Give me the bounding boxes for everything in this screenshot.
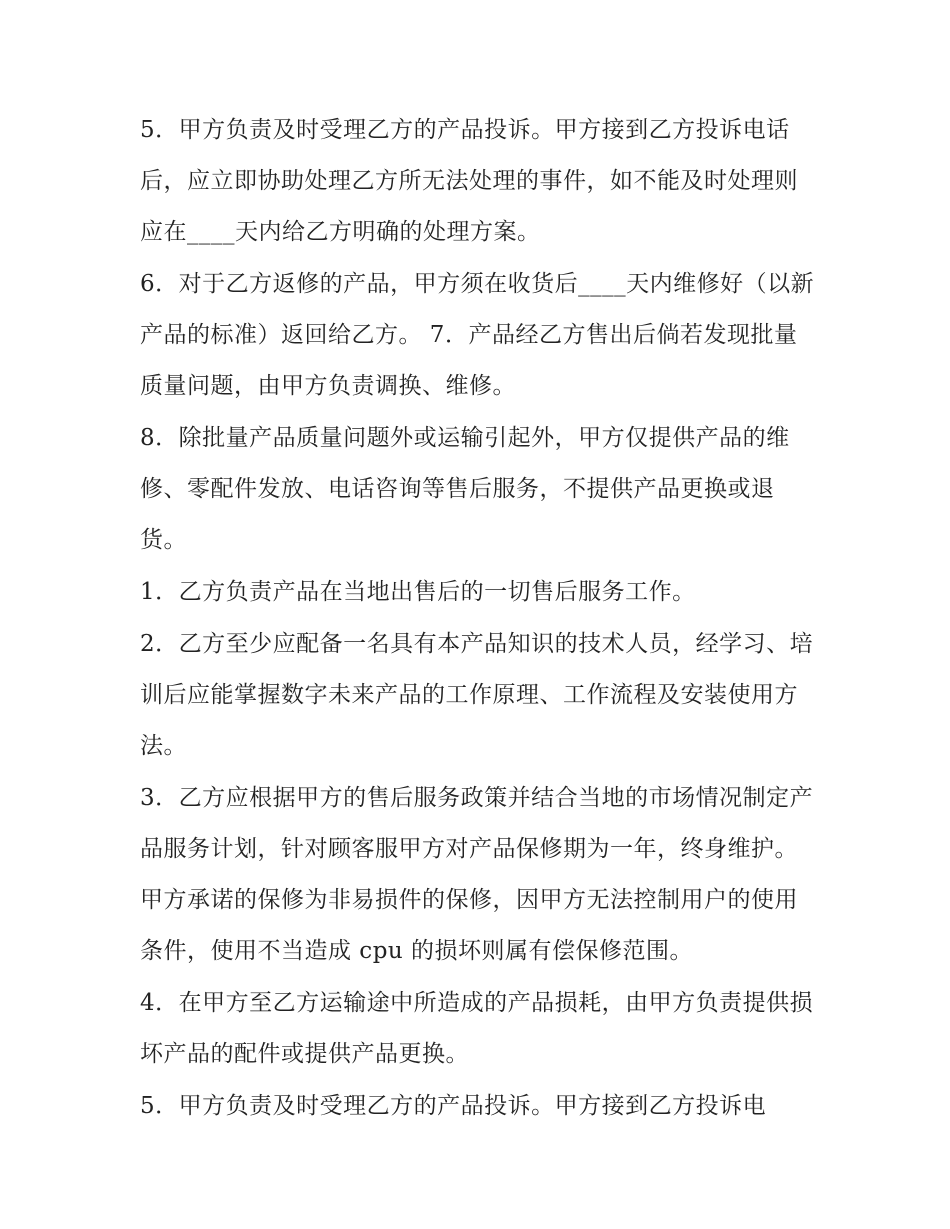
paragraph-clause-1: 1．乙方负责产品在当地出售后的一切售后服务工作。 [140, 579, 696, 605]
paragraph-clause-4: 4．在甲方至乙方运输途中所造成的产品损耗，由甲方负责提供损坏产品的配件或提供产品更换。 [140, 990, 814, 1067]
paragraph-clause-2: 2．乙方至少应配备一名具有本产品知识的技术人员，经学习、培训后应能掌握数字未来产品的工作原理、工作流程及安装使用方法。 [140, 631, 814, 759]
paragraph-clause-6-7: 6．对于乙方返修的产品，甲方须在收货后____天内维修好（以新产品的标准）返回给乙方。 7．产品经乙方售出后倘若发现批量质量问题，由甲方负责调换、维修。 [140, 271, 815, 399]
paragraph-clause-3: 3．乙方应根据甲方的售后服务政策并结合当地的市场情况制定产品服务计划，针对顾客服甲方对产品保修期为一年，终身维护。甲方承诺的保修为非易损件的保修，因甲方无法控制用户的使用条件，使用不当造成 cpu 的损坏则属有偿保修范围。 [140, 785, 814, 964]
paragraph-clause-5: 5．甲方负责及时受理乙方的产品投诉。甲方接到乙方投诉电话后，应立即协助处理乙方所无法处理的事件，如不能及时处理则应在____天内给乙方明确的处理方案。 [140, 117, 798, 245]
paragraph-clause-5-repeat: 5．甲方负责及时受理乙方的产品投诉。甲方接到乙方投诉电 [140, 1093, 767, 1119]
paragraph-clause-8: 8．除批量产品质量问题外或运输引起外，甲方仅提供产品的维修、零配件发放、电话咨询等售后服务，不提供产品更换或退货。 [140, 425, 790, 553]
document-body [140, 105, 820, 1133]
